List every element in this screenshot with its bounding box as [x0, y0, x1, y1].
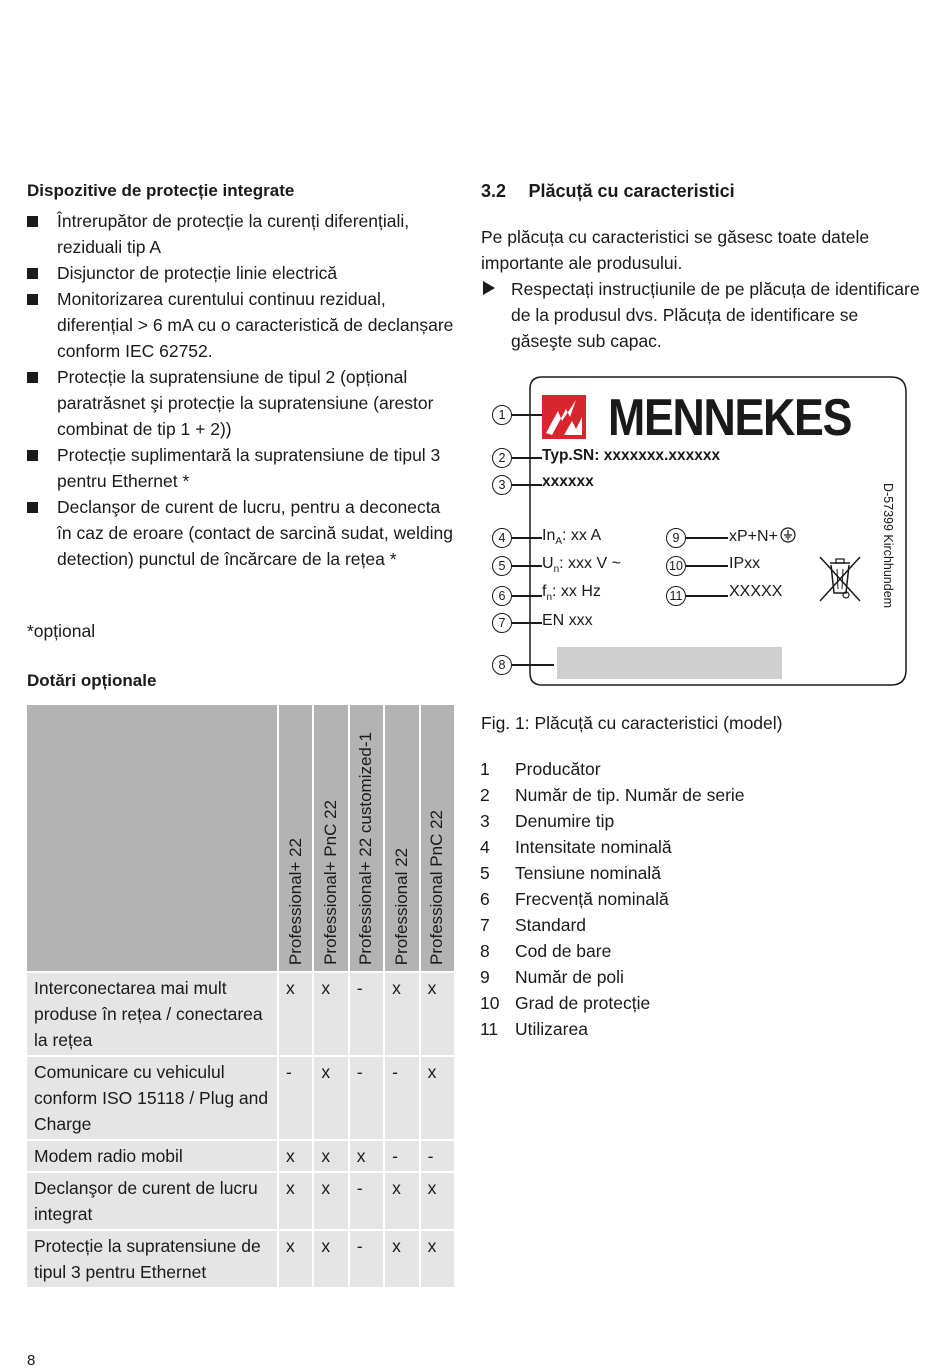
- plate-legend: [480, 756, 880, 1042]
- standard: EN xxx: [542, 612, 593, 629]
- table-cell: x: [421, 1055, 454, 1139]
- table-cell: x: [314, 971, 349, 1055]
- mennekes-logo-icon: [542, 395, 586, 439]
- legend-item: 7 Standard: [480, 915, 587, 935]
- table-corner: [27, 705, 279, 971]
- leader-line: [686, 595, 728, 597]
- leader-line: [512, 414, 542, 416]
- row-label: Comunicare cu vehiculul conform ISO 15118 / Plug and Charge: [27, 1055, 279, 1139]
- bullet-square-icon: [27, 372, 38, 383]
- list-item: Întrerupător de protecție la curenți diferențiali, reziduali tip A: [27, 208, 457, 260]
- table-row: [27, 1171, 454, 1229]
- figure-caption: Fig. 1: Plăcuță cu caracteristici (model): [481, 713, 783, 733]
- section-number: 3.2: [481, 181, 507, 201]
- table-row: [27, 1139, 454, 1171]
- type-serial: Typ.SN: xxxxxxx.xxxxxx: [542, 447, 721, 464]
- leader-line: [512, 595, 542, 597]
- options-heading: Dotări opționale: [27, 671, 157, 690]
- table-cell: x: [314, 1055, 349, 1139]
- page-number: 8: [27, 1352, 36, 1369]
- callout-5: 5: [492, 556, 512, 576]
- table-cell: -: [421, 1139, 454, 1171]
- legend-item: 8 Cod de bare: [480, 941, 612, 961]
- poles: xP+N+: [729, 527, 796, 546]
- table-row: [27, 1055, 454, 1139]
- bullet-square-icon: [27, 502, 38, 513]
- table-cell: x: [385, 1229, 420, 1287]
- list-item: Protecție suplimentară la supratensiune de tipul 3 pentru Ethernet *: [27, 442, 457, 494]
- legend-item: 10 Grad de protecție: [480, 993, 651, 1013]
- table-cell: -: [279, 1055, 314, 1139]
- column-header: Professional PnC 22: [421, 705, 454, 971]
- table-cell: -: [350, 1171, 385, 1229]
- legend-item: 5 Tensiune nominală: [480, 863, 661, 883]
- table-cell: -: [350, 1055, 385, 1139]
- rated-voltage: $U_n$: xxx V ~: [542, 555, 621, 576]
- list-item: Monitorizarea curentului continuu rezidual, diferențial > 6 mA cu o caracteristică de declanșare conform IEC 62752.: [27, 286, 457, 364]
- protection-list: [27, 208, 457, 572]
- list-item: Disjunctor de protecție linie electrică: [27, 260, 457, 286]
- callout-4: 4: [492, 528, 512, 548]
- protection-heading: Dispozitive de protecție integrate: [27, 181, 295, 200]
- legend-item: 9 Număr de poli: [480, 967, 624, 987]
- list-item: Protecție la supratensiune de tipul 2 (opțional paratrăsnet şi protecție la supratensiune (arestor combinat de tip 1 + 2)): [27, 364, 457, 442]
- table-cell: x: [421, 1171, 454, 1229]
- table-cell: x: [279, 1171, 314, 1229]
- table-cell: -: [385, 1055, 420, 1139]
- table-cell: x: [314, 1171, 349, 1229]
- rating-plate: [480, 373, 910, 688]
- weee-bin-icon: [816, 553, 864, 605]
- callout-3: 3: [492, 475, 512, 495]
- section-heading: [481, 181, 735, 202]
- table-row: [27, 1229, 454, 1287]
- table-cell: x: [314, 1139, 349, 1171]
- bullet-square-icon: [27, 450, 38, 461]
- intro-text: Pe plăcuța cu caracteristici se găsesc toate datele importante ale produsului.: [481, 227, 870, 273]
- leader-line: [686, 565, 728, 567]
- manufacturer-address: D-57399 Kirchhundem: [881, 483, 895, 609]
- section-title: Plăcuță cu caracteristici: [528, 181, 735, 201]
- arrow-right-icon: [483, 281, 495, 295]
- instruction: [481, 276, 921, 354]
- options-table: [27, 705, 454, 1287]
- row-label: Declanşor de curent de lucru integrat: [27, 1171, 279, 1229]
- legend-item: 2 Număr de tip. Număr de serie: [480, 785, 745, 805]
- footnote: *opțional: [27, 621, 96, 641]
- leader-line: [512, 484, 542, 486]
- table-cell: x: [350, 1139, 385, 1171]
- callout-6: 6: [492, 586, 512, 606]
- row-label: Modem radio mobil: [27, 1139, 279, 1171]
- leader-line: [512, 537, 542, 539]
- barcode-placeholder: [557, 647, 782, 679]
- table-cell: -: [385, 1139, 420, 1171]
- usage: XXXXX: [729, 583, 783, 600]
- instruction-text: Respectați instrucțiunile de pe plăcuța de identificare de la produsul dvs. Plăcuța de identificare se găseşte sub capac.: [511, 279, 920, 351]
- ip-rating: IPxx: [729, 555, 761, 572]
- column-header: Professional 22: [385, 705, 420, 971]
- leader-line: [512, 565, 542, 567]
- column-header: Professional+ 22: [279, 705, 314, 971]
- leader-line: [512, 664, 554, 666]
- callout-10: 10: [666, 556, 686, 576]
- column-header: Professional+ PnC 22: [314, 705, 349, 971]
- legend-item: 4 Intensitate nominală: [480, 837, 672, 857]
- row-label: Interconectarea mai mult produse în rețea / conectarea la rețea: [27, 971, 279, 1055]
- list-item: Declanşor de curent de lucru, pentru a deconecta în caz de eroare (contact de sarcină sudat, welding detection) punctul de încărcare de la rețea *: [27, 494, 457, 572]
- callout-11: 11: [666, 586, 686, 606]
- table-cell: x: [279, 1139, 314, 1171]
- rated-frequency: $f_n$: xx Hz: [542, 583, 601, 604]
- bullet-square-icon: [27, 268, 38, 279]
- table-cell: x: [385, 971, 420, 1055]
- table-cell: -: [350, 1229, 385, 1287]
- legend-item: 3 Denumire tip: [480, 811, 615, 831]
- leader-line: [686, 537, 728, 539]
- callout-1: 1: [492, 405, 512, 425]
- table-row: [27, 971, 454, 1055]
- leader-line: [512, 457, 542, 459]
- table-cell: -: [350, 971, 385, 1055]
- table-cell: x: [279, 1229, 314, 1287]
- table-cell: x: [279, 971, 314, 1055]
- table-cell: x: [421, 1229, 454, 1287]
- table-header-row: [27, 705, 454, 971]
- legend-item: 6 Frecvență nominală: [480, 889, 669, 909]
- callout-8: 8: [492, 655, 512, 675]
- brand-name: MENNEKES: [608, 389, 852, 447]
- callout-9: 9: [666, 528, 686, 548]
- ground-icon: [780, 527, 796, 543]
- callout-2: 2: [492, 448, 512, 468]
- bullet-square-icon: [27, 216, 38, 227]
- rated-current: $In_A$: xx A: [542, 527, 602, 548]
- legend-item: 11 Utilizarea: [480, 1019, 588, 1039]
- leader-line: [512, 622, 542, 624]
- type-name: xxxxxx: [542, 473, 594, 490]
- column-header: Professional+ 22 customized-1: [350, 705, 385, 971]
- bullet-square-icon: [27, 294, 38, 305]
- callout-7: 7: [492, 613, 512, 633]
- table-cell: x: [385, 1171, 420, 1229]
- row-label: Protecție la supratensiune de tipul 3 pentru Ethernet: [27, 1229, 279, 1287]
- table-cell: x: [314, 1229, 349, 1287]
- table-cell: x: [421, 971, 454, 1055]
- legend-item: 1 Producător: [480, 759, 601, 779]
